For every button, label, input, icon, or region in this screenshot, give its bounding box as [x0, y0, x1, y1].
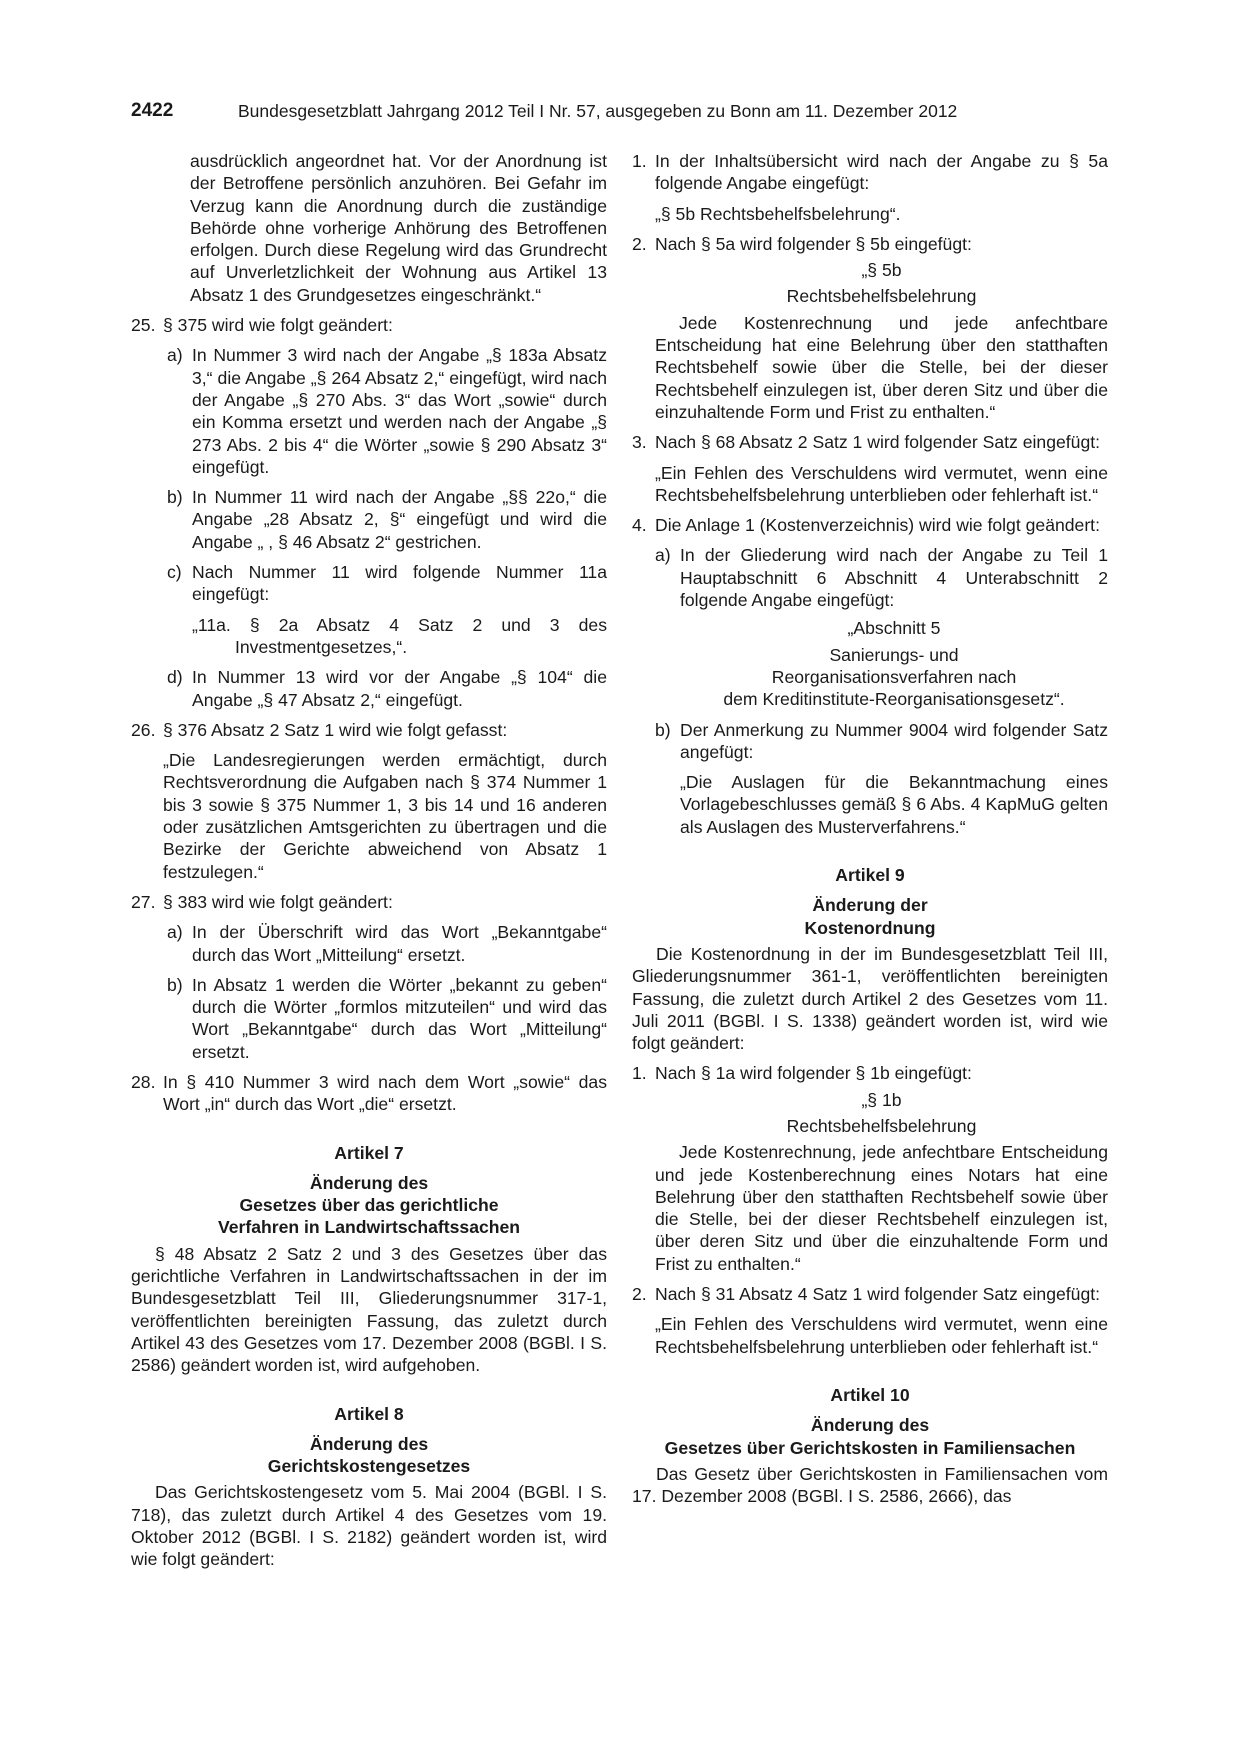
- left-column: [131, 150, 607, 1571]
- sub-item-25c: [131, 561, 607, 606]
- quote-paragraph: „Die Landesregierungen werden ermächtigt, durch Rechtsverordnung die Aufgaben nach § 374 Nummer 1 bis 3 sowie § 375 Nummer 1, 3 bis 14 und 16 anderen oder zusätzlichen Amtsgerichten zu übertragen und die Bezirke der Gerichte abweichend von Absatz 1 festzulegen.“: [163, 750, 607, 882]
- item-text: In der Inhaltsübersicht wird nach der Angabe zu § 5a folgende Angabe eingefügt:: [655, 151, 1108, 194]
- sub-item-text: Nach Nummer 11 wird folgende Nummer 11a eingefügt:: [192, 562, 607, 605]
- item-text: Nach § 31 Absatz 4 Satz 1 wird folgender Satz eingefügt:: [655, 1284, 1101, 1305]
- article-9-title-line: Kostenordnung: [804, 917, 936, 938]
- article-8-title-line: Gerichtskostengesetzes: [267, 1456, 471, 1477]
- article-7-title-line: Gesetzes über das gerichtliche: [239, 1195, 499, 1216]
- quote-heading-line: Sanierungs- und: [829, 644, 959, 665]
- sub-item-text: In Nummer 13 wird vor der Angabe „§ 104“ die Angabe „§ 47 Absatz 2,“ eingefügt.: [192, 667, 607, 710]
- paragraph-body: Jede Kostenrechnung, jede anfechtbare Entscheidung und jede Kostenberechnung eines Notars hat eine Belehrung über den statthaften Rechtsbehelf sowie über die Stelle, bei der dieser Rechtsbehelf einzulegen ist, über deren Sitz und über die einzuhaltende Form und Frist zu enthalten.“: [655, 1142, 1108, 1274]
- page-number: 2422: [131, 100, 174, 121]
- item-number: 25.: [131, 315, 156, 336]
- quote-heading-line: Reorganisationsverfahren nach: [771, 666, 1017, 687]
- item-text: § 376 Absatz 2 Satz 1 wird wie folgt gefasst:: [163, 719, 508, 740]
- item-number: 28.: [131, 1071, 156, 1092]
- sub-item-letter: a): [167, 345, 183, 366]
- quote-text: „11a. § 2a Absatz 4 Satz 2 und 3 des Investmentgesetzes,“.: [192, 614, 607, 657]
- paragraph-symbol: „§ 1b: [861, 1089, 902, 1110]
- sub-item-4b: [632, 719, 1108, 764]
- item-text: Die Anlage 1 (Kostenverzeichnis) wird wie folgt geändert:: [655, 515, 1100, 536]
- quote-11a: [131, 614, 607, 659]
- paragraph-heading: Rechtsbehelfsbelehrung: [786, 286, 977, 307]
- item-text: In § 410 Nummer 3 wird nach dem Wort „sowie“ das Wort „in“ durch das Wort „die“ ersetzt.: [163, 1071, 607, 1115]
- list-item-3: [632, 431, 1108, 453]
- paragraph-heading: Rechtsbehelfsbelehrung: [786, 1115, 977, 1136]
- sub-item-4a: [632, 544, 1108, 611]
- paragraph-body: Jede Kostenrechnung und jede anfechtbare Entscheidung hat eine Belehrung über den statthaften Rechtsbehelf sowie über die Stelle, bei der dieser Rechtsbehelf einzulegen ist, über deren Sitz und über die einzuhaltende Form und Frist zu enthalten.“: [655, 312, 1108, 422]
- quote-line: „§ 5b Rechtsbehelfsbelehrung“.: [655, 203, 901, 224]
- quote-heading-line: „Abschnitt 5: [847, 618, 941, 639]
- article-10-label: Artikel 10: [830, 1384, 910, 1405]
- quote-paragraph: „Die Auslagen für die Bekanntmachung eines Vorlagebeschlusses gemäß § 6 Abs. 4 KapMuG gelten als Auslagen des Musterverfahrens.“: [680, 772, 1108, 837]
- article-7-title-line: Änderung des: [309, 1172, 429, 1193]
- gazette-title: Bundesgesetzblatt Jahrgang 2012 Teil I Nr. 57, ausgegeben zu Bonn am 11. Dezember 2012: [238, 101, 958, 121]
- article-10-title-line: Änderung des: [810, 1415, 930, 1436]
- article-10-body: Das Gesetz über Gerichtskosten in Familiensachen vom 17. Dezember 2008 (BGBl. I S. 2586, 2666), das: [632, 1463, 1108, 1507]
- item-number: 2.: [632, 233, 647, 254]
- list-item-k2: [632, 1283, 1108, 1305]
- list-item-26: [131, 719, 607, 741]
- quote-paragraph: „Ein Fehlen des Verschuldens wird vermutet, wenn eine Rechtsbehelfsbelehrung unterblieben oder fehlerhaft ist.“: [655, 1314, 1108, 1357]
- sub-item-letter: b): [167, 487, 183, 508]
- item-text: Nach § 68 Absatz 2 Satz 1 wird folgender Satz eingefügt:: [655, 432, 1101, 453]
- sub-item-letter: c): [167, 562, 182, 583]
- list-item-4: [632, 514, 1108, 536]
- sub-item-27b: [131, 974, 607, 1063]
- list-item-1: [632, 150, 1108, 195]
- sub-item-25b: [131, 486, 607, 553]
- item-number: 1.: [632, 1063, 647, 1084]
- item-number: 2.: [632, 1284, 647, 1305]
- quote-paragraph: „Ein Fehlen des Verschuldens wird vermutet, wenn eine Rechtsbehelfsbelehrung unterblieben oder fehlerhaft ist.“: [655, 462, 1108, 505]
- sub-item-letter: b): [655, 719, 671, 740]
- article-9-body: Die Kostenordnung in der im Bundesgesetzblatt Teil III, Gliederungsnummer 361-1, veröffentlichten bereinigten Fassung, die zuletzt durch Artikel 2 des Gesetzes vom 11. Juli 2011 (BGBl. I S. 1338) geändert worden ist, wird wie folgt geändert:: [632, 943, 1108, 1054]
- sub-item-letter: a): [655, 545, 671, 566]
- article-9-title-line: Änderung der: [812, 895, 928, 916]
- sub-item-text: In Nummer 3 wird nach der Angabe „§ 183a Absatz 3,“ die Angabe „§ 264 Absatz 2,“ eingefügt, wird nach der Angabe „§ 270 Abs. 3“ das Wort „sowie“ durch ein Komma ersetzt und werden nach der Angabe „§ 273 Abs. 2 bis 4“ die Wörter „sowie § 290 Absatz 3“ eingefügt.: [192, 345, 607, 477]
- item-number: 4.: [632, 515, 647, 536]
- article-7-label: Artikel 7: [334, 1142, 404, 1163]
- item-text: Nach § 1a wird folgender § 1b eingefügt:: [655, 1063, 972, 1084]
- sub-item-letter: a): [167, 922, 183, 943]
- article-7-body: § 48 Absatz 2 Satz 2 und 3 des Gesetzes über das gerichtliche Verfahren in Landwirtschaftssachen in der im Bundesgesetzblatt Teil III, Gliederungsnummer 317-1, veröffentlichten bereinigten Fassung, das zuletzt durch Artikel 43 des Gesetzes vom 17. Dezember 2008 (BGBl. I S. 2586) geändert worden ist, wird aufgehoben.: [131, 1243, 607, 1376]
- article-8-body: Das Gerichtskostengesetz vom 5. Mai 2004 (BGBl. I S. 718), das zuletzt durch Artikel 4 des Gesetzes vom 19. Oktober 2012 (BGBl. I S. 2182) geändert worden ist, wird wie folgt geändert:: [131, 1482, 607, 1570]
- article-8-title-line: Änderung des: [309, 1433, 429, 1454]
- item-number: 1.: [632, 151, 647, 171]
- article-7-title-line: Verfahren in Landwirtschaftssachen: [217, 1217, 521, 1238]
- item-text: § 383 wird wie folgt geändert:: [163, 891, 393, 912]
- item-number: 27.: [131, 891, 156, 912]
- sub-item-text: In der Überschrift wird das Wort „Bekanntgabe“ durch das Wort „Mitteilung“ ersetzt.: [192, 922, 607, 965]
- item-number: 26.: [131, 719, 156, 740]
- sub-item-25a: [131, 344, 607, 478]
- right-column: [632, 150, 1108, 1507]
- sub-item-text: In der Gliederung wird nach der Angabe zu Teil 1 Hauptabschnitt 6 Abschnitt 4 Unterabschnitt 2 folgende Angabe eingefügt:: [680, 545, 1108, 611]
- list-item-27: [131, 891, 607, 913]
- sub-item-text: In Absatz 1 werden die Wörter „bekannt zu geben“ durch die Wörter „formlos mitzuteilen“ und wird das Wort „Bekanntgabe“ durch das Wort „Mitteilung“ ersetzt.: [192, 974, 607, 1062]
- article-8-label: Artikel 8: [334, 1403, 404, 1424]
- paragraph-symbol: „§ 5b: [861, 260, 902, 281]
- list-item-25: [131, 314, 607, 336]
- article-10-title-line: Gesetzes über Gerichtskosten in Familiensachen: [664, 1437, 1076, 1458]
- sub-item-text: Der Anmerkung zu Nummer 9004 wird folgender Satz angefügt:: [680, 719, 1108, 762]
- sub-item-text: In Nummer 11 wird nach der Angabe „§§ 22o,“ die Angabe „28 Absatz 2, §“ eingefügt und wird die Angabe „ , § 46 Absatz 2“ gestrichen.: [192, 487, 607, 552]
- sub-item-letter: d): [167, 667, 183, 688]
- item-text: Nach § 5a wird folgender § 5b eingefügt:: [655, 233, 972, 254]
- sub-item-27a: [131, 921, 607, 966]
- item-text: § 375 wird wie folgt geändert:: [163, 315, 393, 336]
- list-item-28: [131, 1071, 607, 1116]
- article-9-label: Artikel 9: [835, 865, 905, 886]
- quote-heading-line: dem Kreditinstitute-Reorganisationsgesetz“.: [723, 689, 1065, 710]
- item-number: 3.: [632, 432, 647, 453]
- sub-item-letter: b): [167, 974, 183, 995]
- sub-item-25d: [131, 666, 607, 711]
- list-item-k1: [632, 1062, 1108, 1084]
- list-item-2: [632, 233, 1108, 255]
- continued-paragraph: ausdrücklich angeordnet hat. Vor der Anordnung ist der Betroffene persönlich anzuhören. Bei Gefahr im Verzug kann die Anordnung durch die zuständige Behörde ohne vorherige Anhörung des Betroffenen erfolgen. Durch diese Regelung wird das Grundrecht auf Unverletzlichkeit der Wohnung aus Artikel 13 Absatz 1 des Grundgesetzes eingeschränkt.“: [190, 151, 607, 305]
